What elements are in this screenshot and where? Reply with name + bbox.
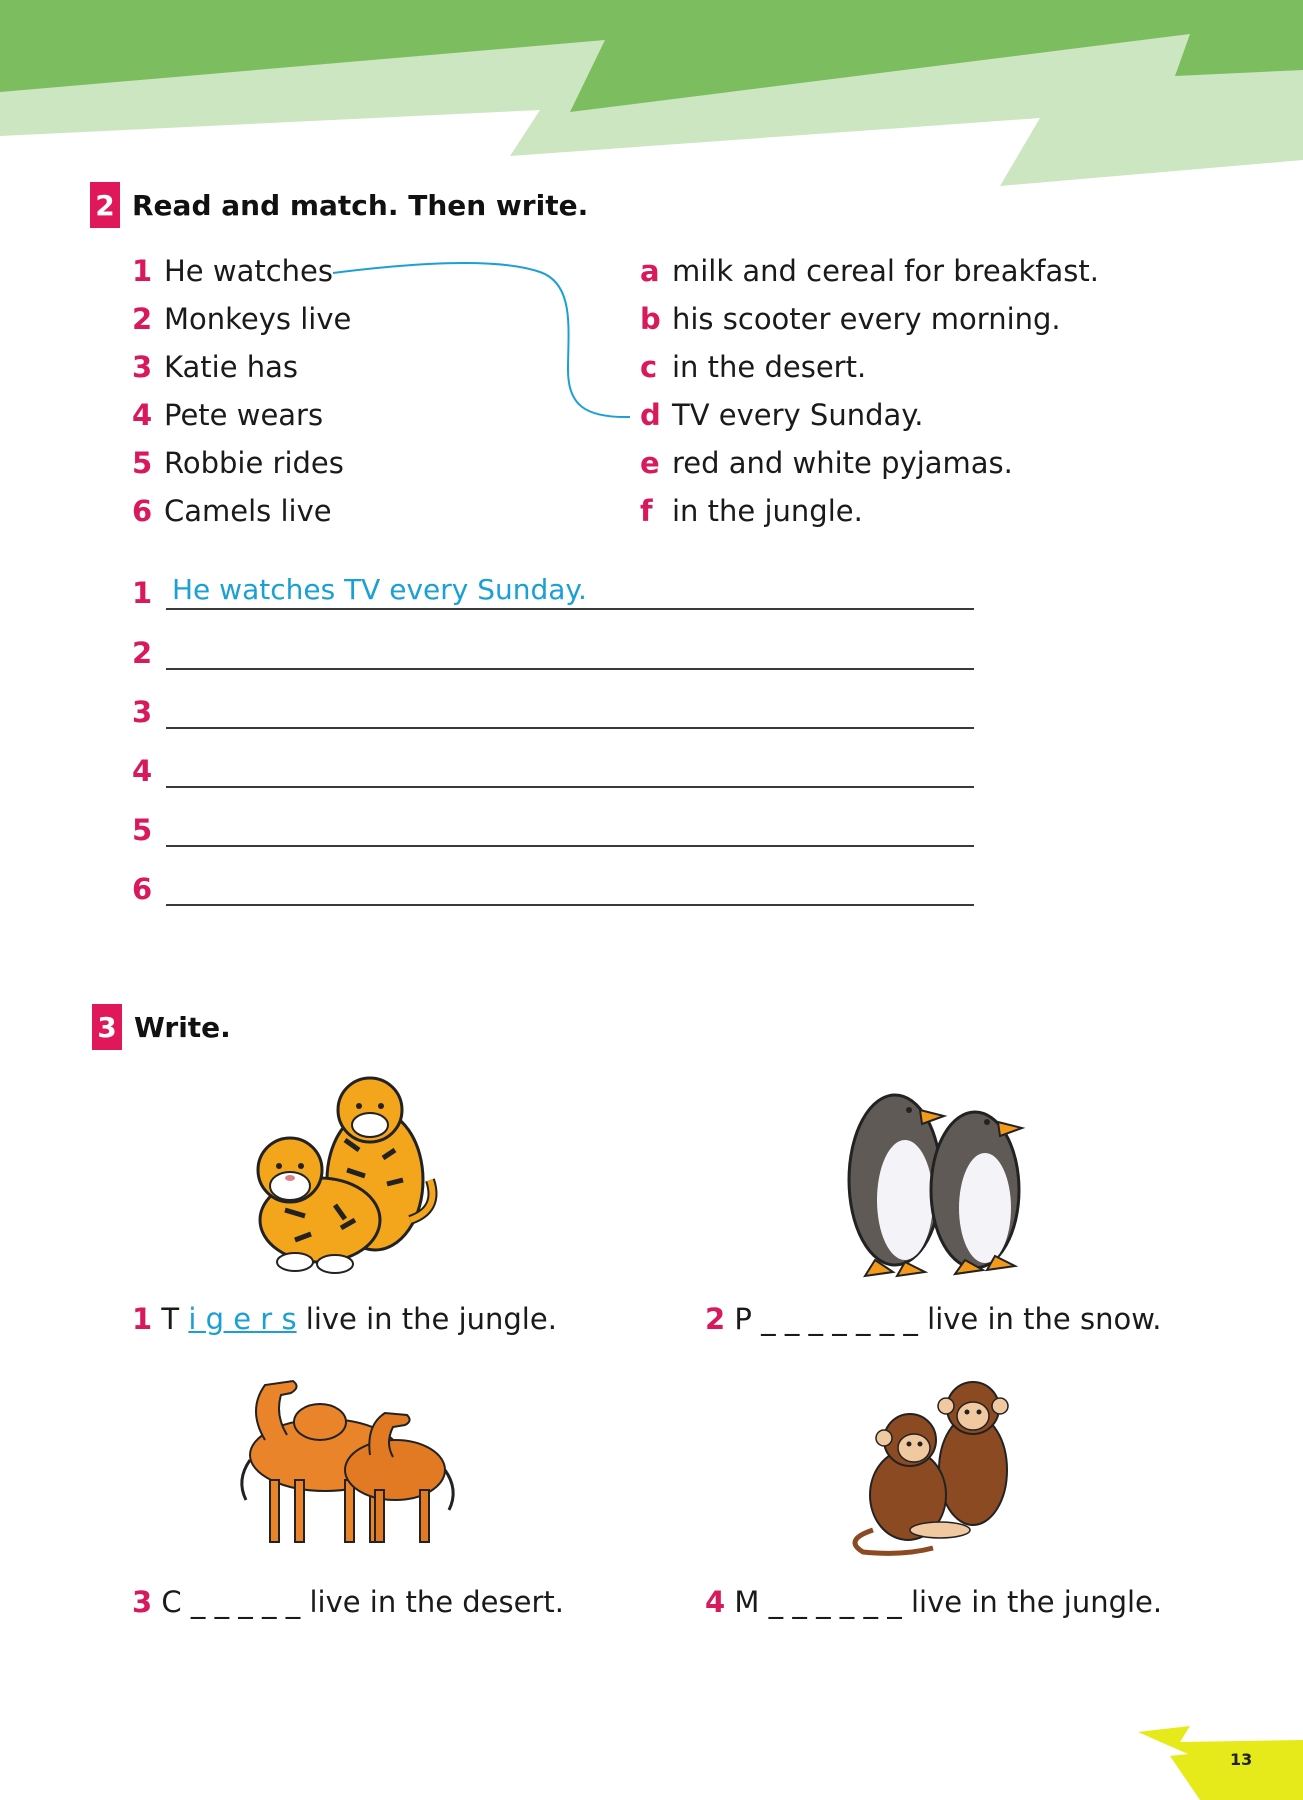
monkeys-picture — [848, 1370, 1038, 1560]
writing-line[interactable]: 6 — [132, 856, 974, 906]
writing-rule — [166, 608, 974, 610]
tigers-picture — [235, 1070, 445, 1280]
camels-picture — [225, 1370, 470, 1550]
exercise-3-number: 3 — [92, 1004, 122, 1050]
write-sentence-3[interactable]: 3 C _ _ _ _ _ live in the desert. — [132, 1585, 564, 1619]
answer-text: He watches TV every Sunday. — [172, 573, 587, 606]
page-number: 13 — [1230, 1750, 1253, 1769]
write-sentence-2[interactable]: 2 P _ _ _ _ _ _ _ live in the snow. — [705, 1302, 1162, 1336]
match-left-item: 5 Robbie rides — [132, 446, 344, 480]
page-corner-decoration — [1130, 1720, 1303, 1800]
exercise-3-header — [92, 1004, 231, 1050]
penguins-picture — [835, 1070, 1045, 1285]
match-right-item: b his scooter every morning. — [640, 302, 1061, 336]
exercise-3-title: Write. — [134, 1010, 231, 1044]
match-left-item: 4 Pete wears — [132, 398, 324, 432]
write-sentence-1: 1 T i g e r s live in the jungle. — [132, 1302, 557, 1336]
match-right-item: e red and white pyjamas. — [640, 446, 1013, 480]
match-connector-line — [0, 0, 1303, 560]
writing-rule — [166, 904, 974, 906]
filled-answer: i g e r s — [188, 1302, 297, 1336]
writing-line[interactable]: 4 — [132, 738, 974, 788]
match-right-item: f in the jungle. — [640, 494, 863, 528]
writing-rule — [166, 668, 974, 670]
writing-line[interactable]: 2 — [132, 620, 974, 670]
match-left-item: 3 Katie has — [132, 350, 299, 384]
writing-rule — [166, 845, 974, 847]
writing-line[interactable]: 1 He watches TV every Sunday. — [132, 560, 974, 610]
writing-rule — [166, 727, 974, 729]
write-sentence-4[interactable]: 4 M _ _ _ _ _ _ live in the jungle. — [705, 1585, 1163, 1619]
writing-line[interactable]: 3 — [132, 679, 974, 729]
exercise-2-number: 2 — [90, 182, 120, 228]
match-left-item: 6 Camels live — [132, 494, 332, 528]
letter-blanks[interactable]: _ _ _ _ _ — [190, 1585, 301, 1619]
match-left-item: 2 Monkeys live — [132, 302, 352, 336]
exercise-2-title: Read and match. Then write. — [132, 188, 589, 222]
match-right-item: a milk and cereal for breakfast. — [640, 254, 1099, 288]
letter-blanks[interactable]: _ _ _ _ _ _ — [768, 1585, 902, 1619]
match-right-item: d TV every Sunday. — [640, 398, 924, 432]
match-right-item: c in the desert. — [640, 350, 867, 384]
match-left-item: 1 He watches — [132, 254, 334, 288]
writing-rule — [166, 786, 974, 788]
letter-blanks[interactable]: _ _ _ _ _ _ _ — [761, 1302, 918, 1336]
writing-line[interactable]: 5 — [132, 797, 974, 847]
